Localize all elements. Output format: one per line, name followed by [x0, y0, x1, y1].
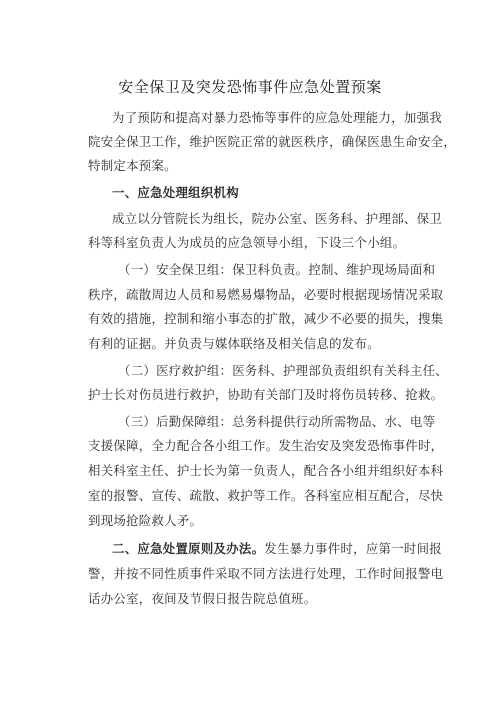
- group1-line-2: 秩序，疏散周边人员和易燃易爆物品，必要时根据现场情况采取: [88, 287, 444, 302]
- group3-line-1: （三）后勤保障组：总务科提供行动所需物品、水、电等: [118, 414, 436, 429]
- group1-line-4: 有利的证据。并负责与媒体联络及相关信息的发布。: [88, 336, 380, 351]
- section1-line-2: 科等科室负责人为成员的应急领导小组，下设三个小组。: [88, 235, 406, 250]
- section1-line-1: 成立以分管院长为组长，院办公室、医务科、护理部、保卫: [112, 211, 442, 226]
- intro-line-1: 为了预防和提高对暴力恐怖等事件的应急处理能力，加强我: [112, 110, 442, 125]
- group3-line-2: 支援保障，全力配合各小组工作。发生治安及突发恐怖事件时，: [88, 438, 444, 453]
- section1-heading: 一、应急处理组织机构: [112, 185, 239, 200]
- intro-line-3: 特制定本预案。: [88, 158, 177, 173]
- section2-line-1: 警，并按不同性质事件采取不同方法进行处理，工作时间报警电: [88, 566, 444, 581]
- group1-line-1: （一）安全保卫组：保卫科负责。控制、维护现场局面和: [118, 262, 436, 277]
- group3-line-4: 室的报警、宣传、疏散、救护等工作。各科室应相互配合，尽快: [88, 488, 444, 503]
- group3-line-3: 相关科室主任、护士长为第一负责人，配合各小组并组织好本科: [88, 463, 444, 478]
- section2-heading: 二、应急处置原则及办法。: [112, 541, 265, 556]
- group3-line-5: 到现场抢险救人矛。: [88, 513, 203, 528]
- group2-line-2: 护士长对伤员进行救护，协助有关部门及时将伤员转移、抢救。: [88, 387, 444, 402]
- section2-first-line: [112, 541, 442, 557]
- group1-line-3: 有效的措施，控制和缩小事态的扩散，减少不必要的损失，搜集: [88, 311, 444, 326]
- group2-line-1: （二）医疗救护组：医务科、护理部负责组织有关科主任、: [118, 363, 448, 378]
- intro-line-2: 院安全保卫工作，维护医院正常的就医秩序，确保医患生命安全，: [88, 134, 457, 149]
- section2-heading-rest: 发生暴力事件时，应第一时间报: [264, 541, 442, 556]
- document-title: 安全保卫及突发恐怖事件应急处置预案: [118, 78, 382, 96]
- section2-line-2: 话办公室，夜间及节假日报告院总值班。: [88, 591, 317, 606]
